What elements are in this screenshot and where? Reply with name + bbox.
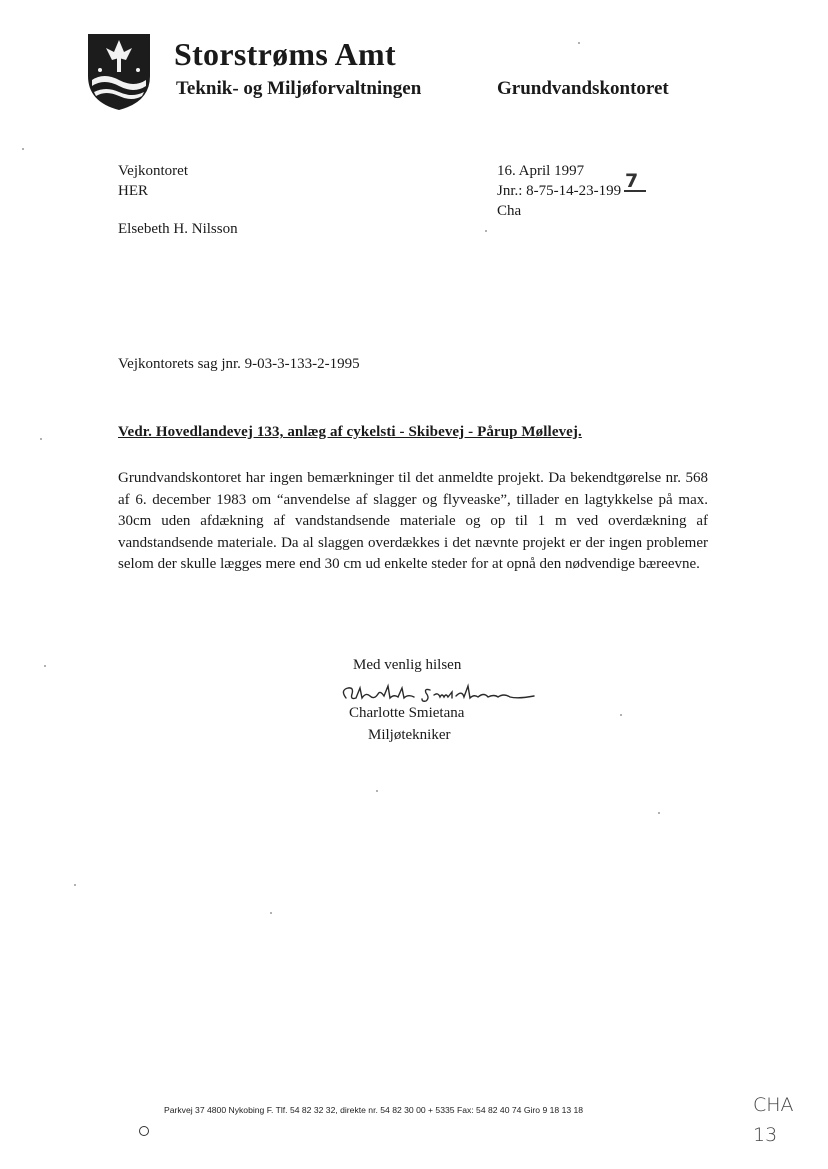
margin-note-line-1: CHA [753,1094,794,1116]
scan-speck [22,148,24,150]
signatory-title: Miljøtekniker [368,727,451,743]
scan-speck [40,438,42,440]
recipient-line-2: HER [118,183,148,199]
journal-handwritten-correction: 7 [625,170,639,192]
letter-body: Grundvandskontoret har ingen bemærkninger til det anmeldte projekt. Da bekendtgørelse nr. 568 af 6. december 1983 om “anvendelse af slagger og flyveaske”, tillader en lagtykkelse på max. 30cm uden afdækning af vandstandsende materiale og op til 1 m ved overdækning af vandstandsende materiale. Da al slaggen overdækkes i det nævnte projekt er der ingen problemer selom der skulle lægges mere end 30 cm ud enkelte steder for at opnå den nødvendige bæreevne. [118,470,708,573]
coat-of-arms-logo [84,30,154,112]
recipient-contact: Elsebeth H. Nilsson [118,221,238,237]
footer-address: Parkvej 37 4800 Nykobing F. Tlf. 54 82 32 32, direkte nr. 54 82 30 00 + 5335 Fax: 54 82 40 74 Giro 9 18 13 18 [164,1105,584,1115]
handwritten-margin-note [753,1090,794,1150]
hole-punch-mark [139,1126,149,1136]
margin-note-line-2: 13 [753,1124,778,1146]
scan-speck [74,884,76,886]
case-reference: Vejkontorets sag jnr. 9-03-3-133-2-1995 [118,356,360,372]
sender-initials: Cha [497,203,522,219]
scan-speck [376,790,378,792]
closing-greeting: Med venlig hilsen [353,657,462,673]
scan-speck [485,230,487,232]
recipient-line-1: Vejkontoret [118,163,188,179]
letter-date: 16. April 1997 [497,163,585,179]
scan-speck [578,42,580,44]
scan-speck [44,665,46,667]
scan-speck [270,912,272,914]
handwritten-signature [338,680,548,706]
scan-speck [658,812,660,814]
signatory-name: Charlotte Smietana [349,705,465,721]
journal-number: Jnr.: 8-75-14-23-199 [497,183,622,199]
office-name: Grundvandskontoret [497,78,669,99]
letter-subject: Vedr. Hovedlandevej 133, anlæg af cykelsti - Skibevej - Pårup Møllevej. [118,424,582,440]
scan-speck [620,714,622,716]
organization-name: Storstrøms Amt [174,36,396,72]
department-name: Teknik- og Miljøforvaltningen [176,78,422,99]
